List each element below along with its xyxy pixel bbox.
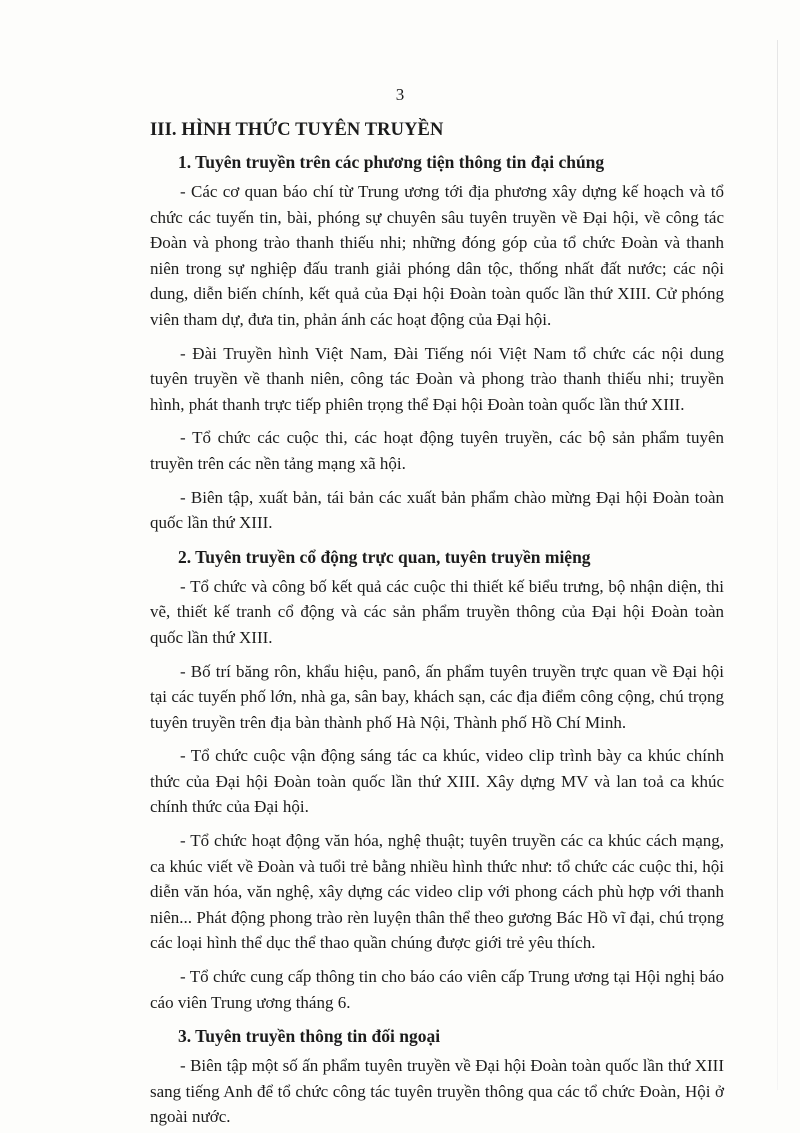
subsection-heading-1: 1. Tuyên truyền trên các phương tiện thông tin đại chúng [178,152,605,172]
paragraph: - Tổ chức cung cấp thông tin cho báo cáo viên cấp Trung ương tại Hội nghị báo cáo viên Trung ương tháng 6. [150,967,724,1012]
paragraph: - Đài Truyền hình Việt Nam, Đài Tiếng nói Việt Nam tổ chức các nội dung tuyên truyền về thanh niên, công tác Đoàn và phong trào thanh thiếu nhi; truyền hình, phát thanh trực tiếp phiên trọng thể Đại hội Đoàn toàn quốc lần thứ XIII. [150,343,724,414]
scan-edge-line [777,40,778,1090]
page-number: 3 [395,85,405,104]
paragraph: - Các cơ quan báo chí từ Trung ương tới địa phương xây dựng kế hoạch và tổ chức các tuyến tin, bài, phóng sự chuyên sâu tuyên truyền về Đại hội, về công tác Đoàn và phong trào thanh thiếu nhi; những đóng góp của tổ chức Đoàn và thanh niên trong sự nghiệp đấu tranh giải phóng dân tộc, thống nhất đất nước; các nội dung, diễn biến chính, kết quả của Đại hội Đoàn toàn quốc lần thứ XIII. Cử phóng viên tham dự, đưa tin, phản ánh các hoạt động của Đại hội. [150,182,724,329]
paragraph: - Tổ chức và công bố kết quả các cuộc thi thiết kế biểu trưng, bộ nhận diện, thi vẽ, thiết kế tranh cổ động và các sản phẩm truyền thông của Đại hội Đoàn toàn quốc lần thứ XIII. [150,576,724,647]
paragraph: - Biên tập một số ấn phẩm tuyên truyền về Đại hội Đoàn toàn quốc lần thứ XIII sang tiếng Anh để tổ chức công tác tuyên truyền thông qua các tổ chức Đoàn, Hội ở ngoài nước. [150,1056,724,1127]
subsection-heading-3: 3. Tuyên truyền thông tin đối ngoại [178,1026,441,1047]
document-body [150,115,724,1138]
paragraph: - Tổ chức cuộc vận động sáng tác ca khúc, video clip trình bày ca khúc chính thức của Đại hội Đoàn toàn quốc lần thứ XIII. Xây dựng MV và lan toả ca khúc chính thức của Đại hội. [150,746,724,817]
subsection-heading-2: 2. Tuyên truyền cổ động trực quan, tuyên truyền miệng [178,546,591,567]
paragraph: - Tổ chức hoạt động văn hóa, nghệ thuật; tuyên truyền các ca khúc cách mạng, ca khúc viết về Đoàn và tuổi trẻ bằng nhiều hình thức như: tổ chức các cuộc thi, hội diễn văn hóa, văn nghệ, xây dựng các video clip với phong cách phù hợp với thanh niên... Phát động phong trào rèn luyện thân thể theo gương Bác Hồ vĩ đại, chú trọng các loại hình thể dục thể thao quần chúng được giới trẻ yêu thích. [150,831,724,953]
paragraph: - Bố trí băng rôn, khẩu hiệu, panô, ấn phẩm tuyên truyền trực quan về Đại hội tại các tuyến phố lớn, nhà ga, sân bay, khách sạn, các địa điểm công cộng, chú trọng tuyên truyền trên địa bàn thành phố Hà Nội, Thành phố Hồ Chí Minh. [150,661,724,732]
paragraph: - Tổ chức các cuộc thi, các hoạt động tuyên truyền, các bộ sản phẩm tuyên truyền trên các nền tảng mạng xã hội. [150,428,724,473]
paragraph: - Biên tập, xuất bản, tái bản các xuất bản phẩm chào mừng Đại hội Đoàn toàn quốc lần thứ XIII. [150,487,724,533]
section-heading: III. HÌNH THỨC TUYÊN TRUYỀN [150,120,444,140]
